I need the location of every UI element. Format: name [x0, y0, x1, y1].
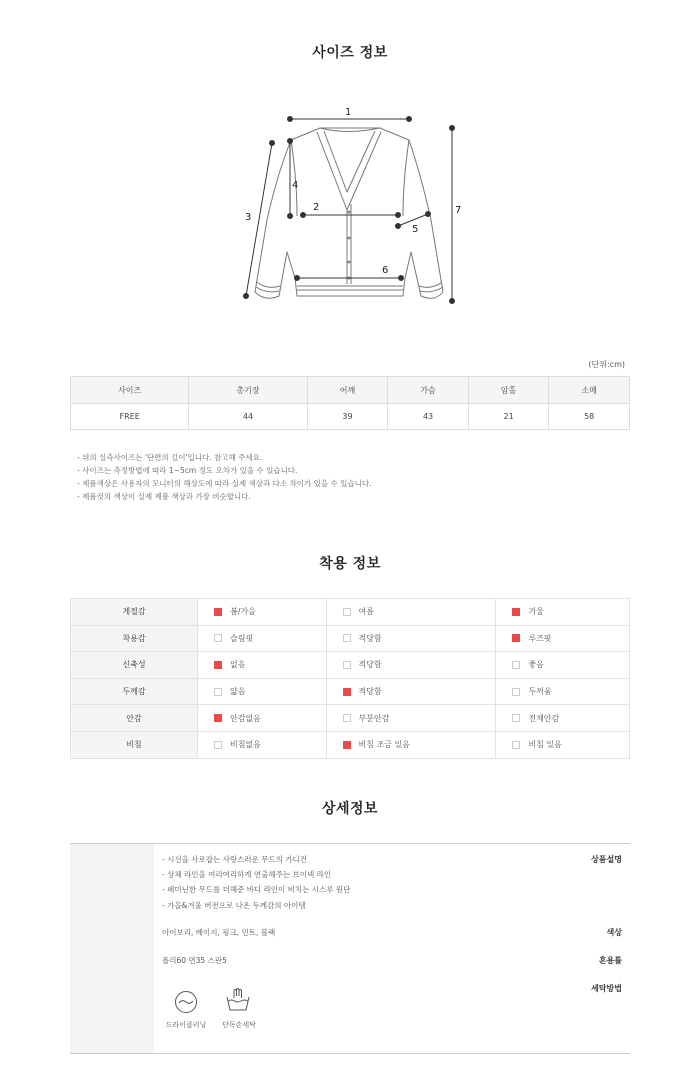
detail-info-title: 상세정보: [321, 801, 379, 817]
wear-option: [326, 731, 496, 758]
wear-option: [496, 599, 630, 626]
unchecked-box-icon: [512, 714, 520, 722]
wear-option-label: 비침 있음: [528, 740, 562, 750]
unchecked-box-icon: [512, 688, 520, 696]
wear-row: [71, 599, 630, 626]
size-cell: 58: [549, 404, 630, 430]
wear-option: [198, 599, 327, 626]
wear-row: [71, 705, 630, 732]
wear-category: 비침: [71, 731, 198, 758]
dim-label-1: 1: [345, 107, 352, 118]
left-cuff: [256, 282, 280, 292]
unchecked-box-icon: [343, 608, 351, 616]
note-line: - 제품컷의 색상이 실제 제품 색상과 가장 비슷합니다.: [77, 492, 251, 501]
wear-option: [496, 731, 630, 758]
wear-option-label: 좋음: [528, 660, 544, 670]
wear-option-label: 루즈핏: [528, 633, 552, 643]
size-notes: [77, 451, 372, 503]
size-header-cell: 소매: [549, 377, 630, 404]
wear-option-label: 두꺼움: [528, 687, 552, 697]
wear-category: 신축성: [71, 652, 198, 679]
material-label: 혼용률: [598, 956, 622, 965]
wear-option-label: 얇음: [230, 687, 246, 697]
unchecked-box-icon: [512, 741, 520, 749]
unchecked-box-icon: [343, 661, 351, 669]
unchecked-box-icon: [214, 688, 222, 696]
wear-row: [71, 731, 630, 758]
care-item-label: 단독손세탁: [222, 1021, 256, 1029]
unchecked-box-icon: [214, 741, 222, 749]
wear-option: [198, 705, 327, 732]
size-header-cell: 총기장: [189, 377, 307, 404]
dim-label-2: 2: [313, 202, 320, 213]
note-line: - 사이즈는 측정방법에 따라 1~5cm 정도 오차가 있을 수 있습니다.: [77, 466, 298, 475]
size-cell: FREE: [71, 404, 189, 430]
checked-box-icon: [512, 608, 520, 616]
placket: [347, 204, 351, 284]
material-value: 폴리60 면35 스판5: [162, 956, 227, 965]
unchecked-box-icon: [343, 714, 351, 722]
size-cell: 43: [388, 404, 469, 430]
description-line: - 상체 라인을 여리여리하게 연출해주는 브이넥 라인: [162, 870, 332, 879]
unchecked-box-icon: [512, 661, 520, 669]
wear-option-label: 봄/가을: [230, 607, 256, 617]
wear-option: [326, 599, 496, 626]
collar-band: [317, 128, 381, 210]
size-info-title: 사이즈 정보: [312, 45, 388, 61]
armhole-seams: [291, 140, 409, 216]
checked-box-icon: [343, 741, 351, 749]
wear-option-label: 적당함: [358, 660, 382, 670]
wear-table: [70, 598, 630, 759]
wear-category: 안감: [71, 705, 198, 732]
description-line: - 가을&겨울 버전으로 나온 두께감의 아이템: [162, 901, 306, 910]
cardigan-measurement-diagram: [235, 100, 475, 315]
wear-option-label: 겨울: [528, 607, 544, 617]
wear-option: [496, 652, 630, 679]
dim-label-7: 7: [455, 205, 462, 216]
size-header-cell: 어깨: [307, 377, 388, 404]
size-header-cell: 가슴: [388, 377, 469, 404]
note-line: - 제품색상은 사용자의 모니터의 해상도에 따라 실제 색상과 다소 차이가 있을 수 있습니다.: [77, 479, 372, 488]
size-table-header: [71, 377, 630, 404]
dim-label-4: 4: [292, 180, 299, 191]
wear-option: [496, 705, 630, 732]
size-table: [70, 376, 630, 430]
dim-label-3: 3: [245, 212, 252, 223]
color-value: 아이보리, 베이지, 핑크, 민트, 블랙: [162, 928, 276, 937]
wear-category: 두께감: [71, 678, 198, 705]
wear-info-title: 착용 정보: [319, 556, 381, 572]
wear-option-label: 적당함: [358, 687, 382, 697]
wear-option-label: 적당함: [358, 633, 382, 643]
size-cell: 21: [468, 404, 549, 430]
size-header-cell: 사이즈: [71, 377, 189, 404]
note-line: - 위의 실측사이즈는 '단면의 길이'입니다. 참고해 주세요.: [77, 453, 263, 462]
wear-option: [496, 625, 630, 652]
wear-option-label: 전체안감: [528, 713, 560, 723]
checked-box-icon: [512, 634, 520, 642]
wear-option: [496, 678, 630, 705]
description-line: - 시선을 사로잡는 사랑스러운 무드의 가디건: [162, 855, 308, 864]
wear-row: [71, 652, 630, 679]
hand-wash-icon: [225, 987, 251, 1013]
wear-option-label: 비침 조금 있음: [358, 740, 410, 750]
checked-box-icon: [214, 608, 222, 616]
checked-box-icon: [214, 714, 222, 722]
wear-option: [326, 705, 496, 732]
wear-category: 계절감: [71, 599, 198, 626]
wear-option: [326, 652, 496, 679]
wear-category: 착용감: [71, 625, 198, 652]
unit-note: (단위:cm): [588, 360, 625, 369]
wear-option-label: 비침없음: [230, 740, 261, 750]
wear-option-label: 슬림핏: [230, 633, 254, 643]
size-table-row: [71, 404, 630, 430]
detail-table: [70, 843, 630, 1054]
wear-row: [71, 678, 630, 705]
dim-label-5: 5: [412, 224, 419, 235]
wear-option: [326, 625, 496, 652]
wear-option: [198, 731, 327, 758]
unchecked-box-icon: [343, 634, 351, 642]
wear-option-label: 부분안감: [358, 713, 390, 723]
wear-option: [198, 625, 327, 652]
wear-option-label: 없음: [230, 660, 246, 670]
size-cell: 39: [307, 404, 388, 430]
size-cell: 44: [189, 404, 307, 430]
wear-option: [198, 652, 327, 679]
size-header-cell: 암홀: [468, 377, 549, 404]
dim-label-6: 6: [382, 265, 389, 276]
wear-option: [326, 678, 496, 705]
unchecked-box-icon: [214, 634, 222, 642]
wear-option-label: 여름: [358, 607, 374, 617]
right-cuff: [419, 282, 443, 292]
hem-rib: [297, 286, 403, 290]
checked-box-icon: [214, 661, 222, 669]
care-item-label: 드라이클리닝: [165, 1021, 207, 1029]
detail-label-column: [70, 844, 154, 1053]
dry-clean-icon: [174, 990, 198, 1014]
wear-option: [198, 678, 327, 705]
description-label: 상품설명: [591, 855, 622, 864]
checked-box-icon: [343, 688, 351, 696]
color-label: 색상: [606, 928, 622, 937]
care-label: 세탁방법: [591, 984, 622, 993]
description-line: - 페미닌한 무드를 더해준 바디 라인이 비치는 시스루 원단: [162, 885, 351, 894]
wear-option-label: 안감없음: [230, 713, 261, 723]
wear-row: [71, 625, 630, 652]
